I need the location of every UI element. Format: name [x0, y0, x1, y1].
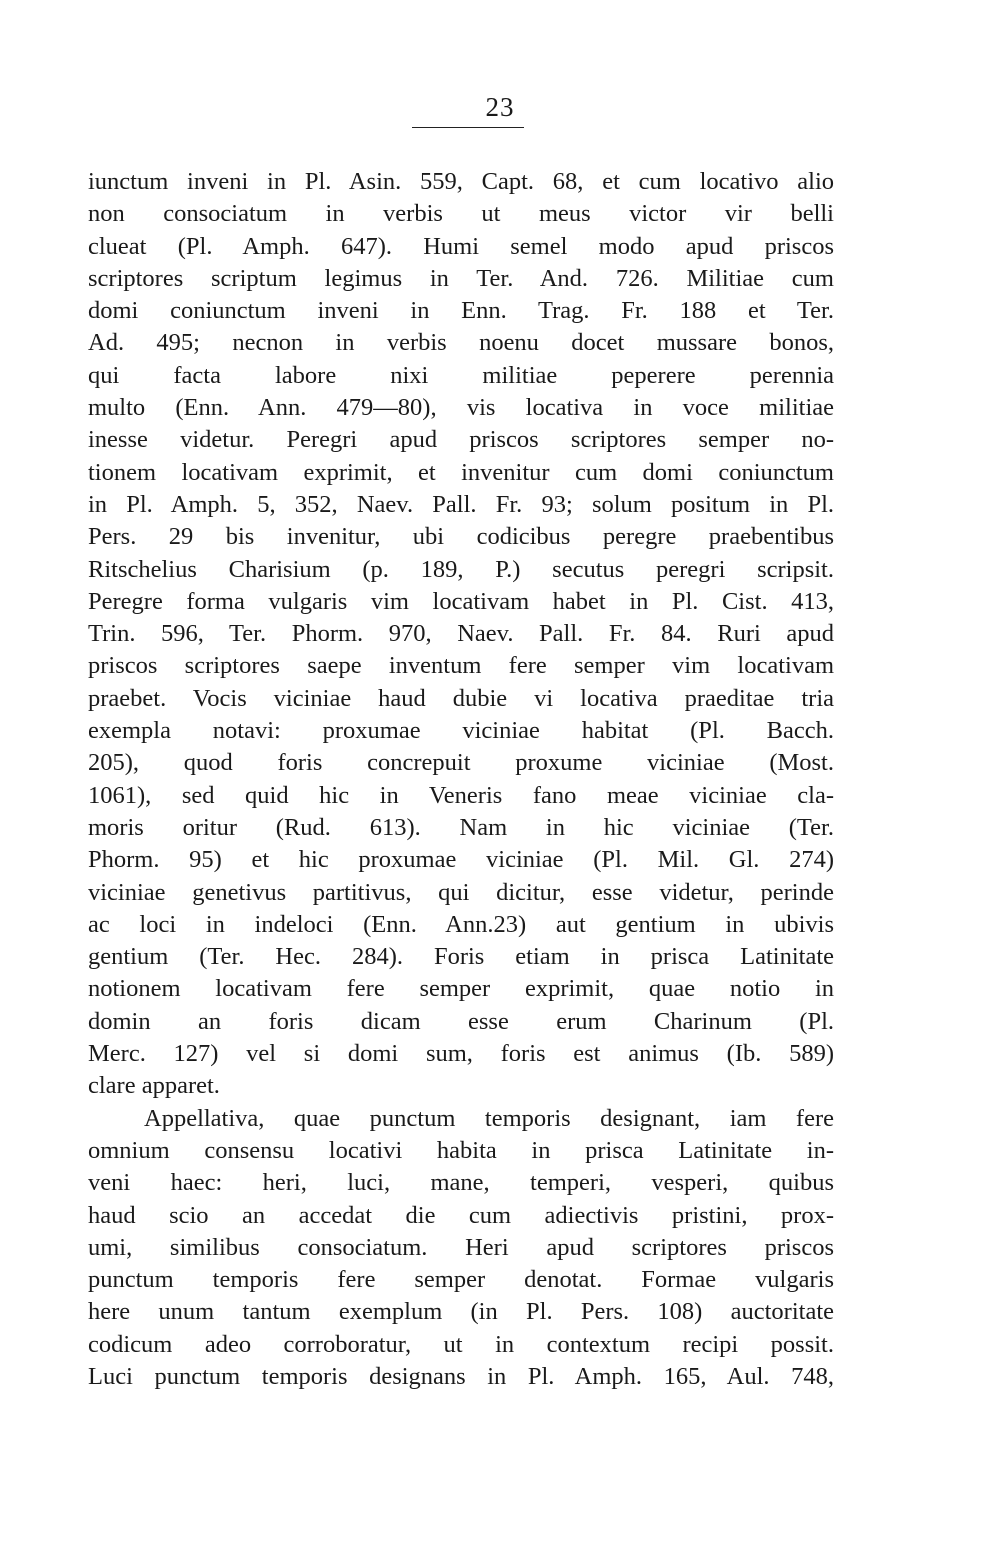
text-line: Merc. 127) vel si domi sum, foris est animus (Ib. 589): [88, 1040, 834, 1068]
text-line: inesse videtur. Peregri apud priscos scriptores semper no-: [88, 426, 834, 454]
paragraph: [88, 1103, 834, 1394]
text-line: Peregre forma vulgaris vim locativam habet in Pl. Cist. 413,: [88, 587, 834, 615]
text-line: domin an foris dicam esse erum Charinum (Pl.: [88, 1007, 834, 1035]
text-line: iunctum inveni in Pl. Asin. 559, Capt. 68, et cum locativo alio: [88, 168, 834, 195]
text-line: multo (Enn. Ann. 479—80), vis locativa in voce militiae: [88, 394, 834, 422]
text-line: Phorm. 95) et hic proxumae viciniae (Pl. Mil. Gl. 274): [88, 846, 834, 874]
text-line: 1061), sed quid hic in Veneris fano meae viciniae cla-: [88, 781, 834, 809]
text-line: here unum tantum exemplum (in Pl. Pers. 108) auctoritate: [88, 1298, 834, 1326]
text-line: moris oritur (Rud. 613). Nam in hic viciniae (Ter.: [88, 813, 834, 841]
text-line: veni haec: heri, luci, mane, temperi, vesperi, quibus: [88, 1169, 834, 1197]
text-line: clueat (Pl. Amph. 647). Humi semel modo apud priscos: [88, 232, 834, 260]
text-line: codicum adeo corroboratur, ut in contextum recipi possit.: [88, 1330, 834, 1358]
text-line: scriptores scriptum legimus in Ter. And. 726. Militiae cum: [88, 264, 834, 292]
text-line: omnium consensu locativi habita in prisca Latinitate in-: [88, 1136, 834, 1164]
text-line: ac loci in indeloci (Enn. Ann.23) aut gentium in ubivis: [88, 910, 834, 938]
paragraph: [88, 166, 834, 1103]
text-line: qui facta labore nixi militiae peperere perennia: [88, 361, 834, 389]
text-line: Appellativa, quae punctum temporis designant, iam fere: [144, 1104, 834, 1132]
text-line: Ad. 495; necnon in verbis noenu docet mussare bonos,: [88, 329, 834, 357]
page-number: 23: [485, 92, 515, 122]
text-line: viciniae genetivus partitivus, qui dicitur, esse videtur, perinde: [88, 878, 834, 906]
text-line: Luci punctum temporis designans in Pl. Amph. 165, Aul. 748,: [88, 1362, 834, 1390]
text-line: umi, similibus consociatum. Heri apud scriptores priscos: [88, 1233, 834, 1261]
page-number-rule: [412, 127, 524, 128]
text-line: non consociatum in verbis ut meus victor vir belli: [88, 200, 834, 228]
text-line: in Pl. Amph. 5, 352, Naev. Pall. Fr. 93; solum positum in Pl.: [88, 490, 834, 518]
text-line: Pers. 29 bis invenitur, ubi codicibus peregre praebentibus: [88, 523, 834, 551]
text-line: exempla notavi: proxumae viciniae habitat (Pl. Bacch.: [88, 717, 834, 745]
text-line: haud scio an accedat die cum adiectivis pristini, prox-: [88, 1201, 834, 1229]
text-line: domi coniunctum inveni in Enn. Trag. Fr. 188 et Ter.: [88, 297, 834, 325]
text-line: 205), quod foris concrepuit proxume viciniae (Most.: [88, 749, 834, 777]
text-line: praebet. Vocis viciniae haud dubie vi locativa praeditae tria: [88, 684, 834, 712]
text-line: notionem locativam fere semper exprimit, quae notio in: [88, 975, 834, 1003]
text-line: tionem locativam exprimit, et invenitur cum domi coniunctum: [88, 458, 834, 486]
text-line: clare apparet.: [88, 1072, 220, 1100]
text-line: punctum temporis fere semper denotat. Formae vulgaris: [88, 1266, 834, 1294]
text-line: priscos scriptores saepe inventum fere semper vim locativam: [88, 652, 834, 680]
text-line: Ritschelius Charisium (p. 189, P.) secutus peregri scripsit.: [88, 555, 834, 583]
text-line: Trin. 596, Ter. Phorm. 970, Naev. Pall. Fr. 84. Ruri apud: [88, 620, 834, 648]
body-text: [88, 166, 834, 1393]
text-line: gentium (Ter. Hec. 284). Foris etiam in prisca Latinitate: [88, 943, 834, 971]
